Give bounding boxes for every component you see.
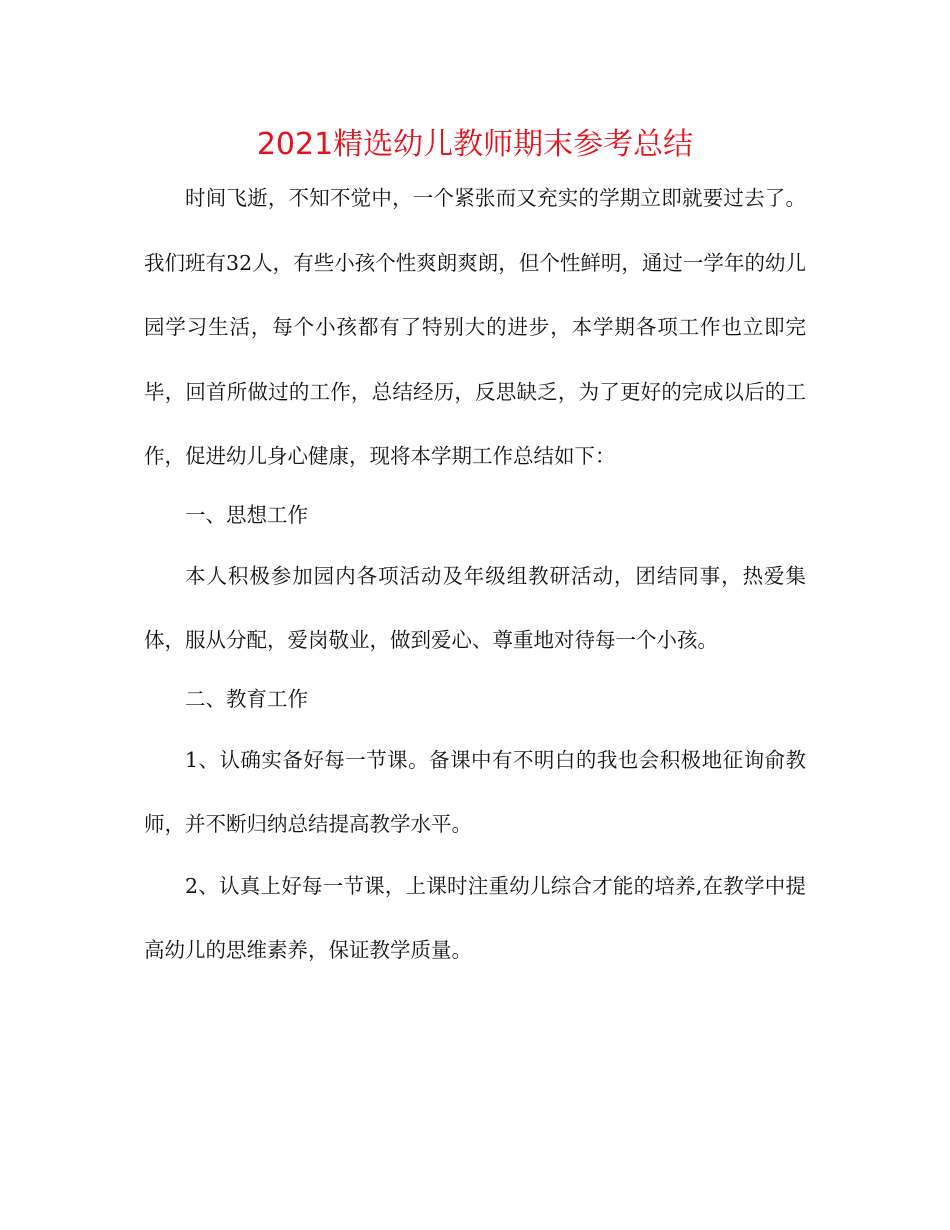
section-heading-ideology: 一、思想工作 <box>185 502 308 527</box>
education-item-2: 2、认真上好每一节课，上课时注重幼儿综合才能的培养,在教学中提高幼儿的思维素养，保证教学质量。 <box>144 873 806 962</box>
education-item-1: 1、认确实备好每一节课。备课中有不明白的我也会积极地征询俞教师，并不断归纳总结提高教学水平。 <box>144 747 806 836</box>
document-title: 2021精选幼儿教师期末参考总结 <box>256 127 694 162</box>
ideology-paragraph: 本人积极参加园内各项活动及年级组教研活动，团结同事，热爱集体，服从分配，爱岗敬业，做到爱心、尊重地对待每一个小孩。 <box>144 563 806 652</box>
section-heading-education: 二、教育工作 <box>185 686 308 711</box>
intro-paragraph: 时间飞逝，不知不觉中，一个紧张而又充实的学期立即就要过去了。我们班有32人，有些小孩个性爽朗爽朗，但个性鲜明，通过一学年的幼儿园学习生活，每个小孩都有了特别大的进步，本学期各项工作也立即完毕，回首所做过的工作，总结经历，反思缺乏，为了更好的完成以后的工作，促进幼儿身心健康，现将本学期工作总结如下： <box>144 186 806 468</box>
document-body <box>144 166 806 983</box>
